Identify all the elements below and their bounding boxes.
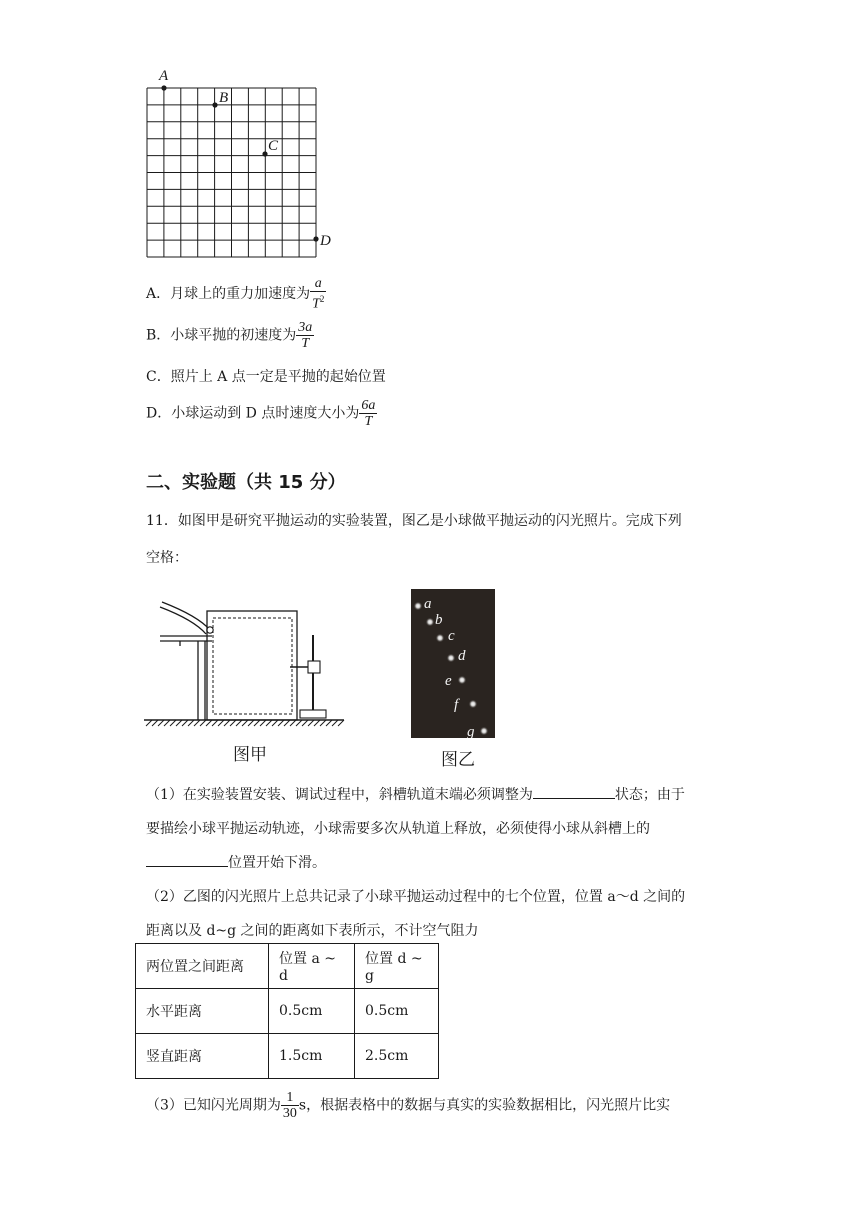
point-label-a: A (159, 68, 169, 84)
table-cell: 0.5cm (355, 989, 439, 1034)
option-a-fraction: $\frac{a}{T^2}$ (312, 276, 325, 312)
option-b-fraction: $\frac{3a}{T}$ (298, 320, 313, 351)
table-header-cell: 位置 d ~ g (355, 944, 439, 989)
strobe-photo (411, 589, 495, 738)
option-a-text: A．月球上的重力加速度为 (146, 285, 311, 302)
photo-ball-d (447, 654, 456, 663)
table-header-cell: 两位置之间距离 (136, 944, 269, 989)
option-b (146, 320, 314, 351)
point-c (262, 151, 267, 156)
option-a (146, 276, 326, 312)
photo-ball-g (480, 727, 489, 736)
point-d (313, 236, 318, 241)
option-d-text: D．小球运动到 D 点时速度大小为 (146, 405, 360, 422)
photo-ball-c (436, 634, 445, 643)
photo-label-b: b (435, 612, 443, 628)
distance-table (135, 943, 439, 1079)
table-header-row (136, 944, 439, 989)
option-d-fraction: $\frac{6a}{T}$ (361, 398, 376, 429)
q11-part1-line3: 位置开始下滑。 (146, 852, 326, 872)
q11-part2-line1: （2）乙图的闪光照片上总共记录了小球平抛运动过程中的七个位置，位置 a～d 之间的 (146, 889, 686, 905)
table-cell: 2.5cm (355, 1034, 439, 1079)
q11-intro-line2: 空格： (146, 550, 188, 566)
point-label-c: C (268, 138, 279, 154)
photo-ball-e (458, 676, 467, 685)
photo-label-f: f (454, 697, 459, 713)
option-b-text: B．小球平抛的初速度为 (146, 327, 297, 344)
answer-blank-2[interactable] (146, 852, 228, 867)
flash-period-fraction: $\frac{1}{30}$ (282, 1090, 297, 1121)
q11-part3-line1: （3）已知闪光周期为 $\frac{1}{30}$ s，根据表格中的数据与真实的实验数据相比，闪光照片比实 (146, 1090, 671, 1121)
photo-label-a: a (424, 596, 432, 612)
figure-b-caption: 图乙 (441, 750, 475, 770)
figure-a-caption: 图甲 (233, 745, 267, 765)
point-a (161, 85, 166, 90)
point-b (212, 102, 217, 107)
q11-part1-line2: 要描绘小球平抛运动轨迹，小球需要多次从轨道上释放，必须使得小球从斜槽上的 (146, 821, 650, 837)
table-row (136, 1034, 439, 1079)
photo-ball-b (426, 618, 435, 627)
q11-part1-line1: （1）在实验装置安装、调试过程中，斜槽轨道末端必须调整为 状态；由于 (146, 784, 685, 804)
photo-label-d: d (458, 648, 466, 664)
apparatus-figure (140, 590, 350, 730)
photo-label-c: c (448, 628, 455, 644)
section-heading: 二、实验题（共 15 分） (146, 472, 346, 493)
table-cell: 竖直距离 (136, 1034, 269, 1079)
point-label-d: D (320, 233, 331, 249)
grid-figure (140, 64, 340, 264)
answer-blank-1[interactable] (533, 784, 615, 799)
table-cell: 0.5cm (269, 989, 355, 1034)
photo-ball-f (469, 700, 478, 709)
table-header-cell: 位置 a ~ d (269, 944, 355, 989)
q11-intro-line1: 11．如图甲是研究平抛运动的实验装置，图乙是小球做平抛运动的闪光照片。完成下列 (146, 513, 682, 529)
photo-ball-a (414, 602, 423, 611)
option-c: C．照片上 A 点一定是平抛的起始位置 (146, 369, 386, 385)
photo-label-e: e (445, 673, 452, 689)
option-d (146, 398, 377, 429)
photo-label-g: g (467, 724, 475, 738)
table-cell: 1.5cm (269, 1034, 355, 1079)
point-label-b: B (219, 90, 229, 106)
table-row (136, 989, 439, 1034)
q11-part2-line2: 距离以及 d~g 之间的距离如下表所示，不计空气阻力 (146, 923, 479, 939)
table-cell: 水平距离 (136, 989, 269, 1034)
